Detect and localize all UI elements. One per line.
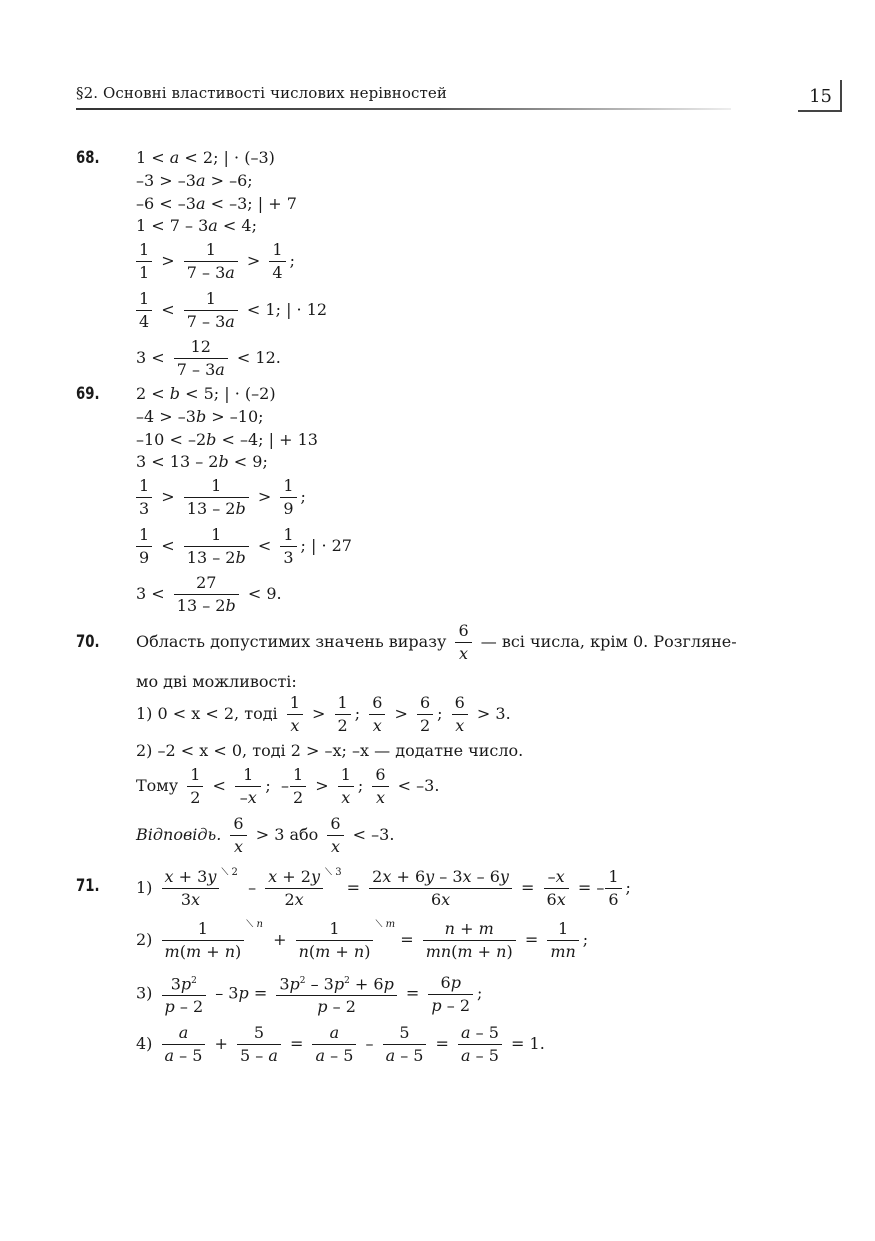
p68-line-5: $\frac{1}{1}$ > $\frac{1}{7 - 3a}$ > $\frac{1}{4}$ ; (136, 239, 295, 284)
p71-item-1-label: 1) (136, 878, 153, 897)
p70-answer-mid: > 3 або (255, 825, 319, 844)
problem-number-69: 69. (76, 384, 100, 404)
p71-item-4-label: 4) (136, 1034, 153, 1053)
header-rule (76, 108, 731, 110)
p70-answer: Відповідь. $\frac{6}{x}$ > 3 або $\frac{6}{x}$ < –3. (136, 814, 395, 856)
running-header (76, 80, 832, 110)
p68-line-6: $\frac{1}{4}$ < $\frac{1}{7 - 3a}$ < 1; | · 12 (136, 288, 327, 333)
p71-item-3: 3) $\frac{3p^2}{p - 2}$ – 3p = $\frac{3p^2 - 3p^2 + 6p}{p - 2}$ = $\frac{6p}{p - 2}$ ; (136, 970, 482, 1018)
p71-item-2: 2) $\frac{1}{m(m + n)}$ $^{⟍ n}$ + $\frac{1}{n(m + n)}$ $^{⟍ m}$ = $\frac{n + m}{mn(m + n)}$ = $\frac{1}{mn}$ ; (136, 919, 589, 961)
p70-therefore: Тому $\frac{1}{2}$ < $\frac{1}{-x}$ ; – $\frac{1}{2}$ > $\frac{1}{x}$ ; $\frac{6}{x}$ < –3. (136, 765, 440, 807)
p69-line-6: $\frac{1}{9}$ < $\frac{1}{13 - 2b}$ < $\frac{1}{3}$ ; | · 27 (136, 524, 352, 569)
problem-number-71: 71. (76, 876, 100, 896)
p70-intro-text-a: Область допустимих значень виразу (136, 632, 447, 651)
p70-answer-end: < –3. (352, 825, 395, 844)
p68-line-4: 1 < 7 – 3a < 4; (136, 216, 257, 235)
page-number: 15 (809, 86, 832, 107)
p69-line-2: –4 > –3b > –10; (136, 407, 264, 426)
problem-number-70: 70. (76, 632, 100, 652)
p70-intro-text-b: — всі числа, крім 0. Розгляне- (480, 632, 737, 651)
section-title: §2. Основні властивості числових нерівностей (76, 84, 447, 102)
problem-number-68: 68. (76, 148, 100, 168)
p71-item-4: 4) $\frac{a}{a - 5}$ + $\frac{5}{5 - a}$ = $\frac{a}{a - 5}$ – $\frac{5}{a - 5}$ = $\frac{a - 5}{a - 5}$ = 1. (136, 1023, 545, 1065)
p68-line-7: 3 < $\frac{12}{7 - 3a}$ < 12. (136, 337, 281, 379)
p70-case-2: 2) –2 < x < 0, тоді 2 > –x; –x — додатне число. (136, 741, 524, 760)
p70-case-1-text: 1) 0 < x < 2, тоді (136, 704, 278, 723)
p70-case-1: 1) 0 < x < 2, тоді $\frac{1}{x}$ > $\frac{1}{2}$ ; $\frac{6}{x}$ > $\frac{6}{2}$ ; $\frac{6}{x}$ > 3. (136, 693, 511, 735)
p69-line-5: $\frac{1}{3}$ > $\frac{1}{13 - 2b}$ > $\frac{1}{9}$ ; (136, 475, 306, 520)
p70-tomu: Тому (136, 776, 179, 795)
p70-intro: Область допустимих значень виразу $\frac{6}{x}$ — всі числа, крім 0. Розгляне- (136, 621, 737, 663)
p68-line-1: 1 < a < 2; | · (–3) (136, 148, 275, 167)
p69-line-3: –10 < –2b < –4; | + 13 (136, 430, 318, 449)
p68-line-3: –6 < –3a < –3; | + 7 (136, 194, 297, 213)
p71-item-1: 1) $\frac{x + 3y}{3x}$ $^{⟍ 2}$ – $\frac{x + 2y}{2x}$ $^{⟍ 3}$ = $\frac{2x + 6y - 3x - 6y}{6x}$ = $\frac{-x}{6x}$ = – $\frac{1}{6}$ ; (136, 867, 631, 909)
p68-line-2: –3 > –3a > –6; (136, 171, 253, 190)
p71-item-2-label: 2) (136, 930, 153, 949)
p69-line-7: 3 < $\frac{27}{13 - 2b}$ < 9. (136, 573, 282, 615)
p70-intro-cont: мо дві можливості: (136, 672, 297, 691)
answer-label: Відповідь. (136, 825, 222, 844)
p69-line-1: 2 < b < 5; | · (–2) (136, 384, 276, 403)
p71-item-3-label: 3) (136, 983, 153, 1003)
page-number-box (798, 80, 842, 112)
p69-line-4: 3 < 13 – 2b < 9; (136, 452, 268, 471)
